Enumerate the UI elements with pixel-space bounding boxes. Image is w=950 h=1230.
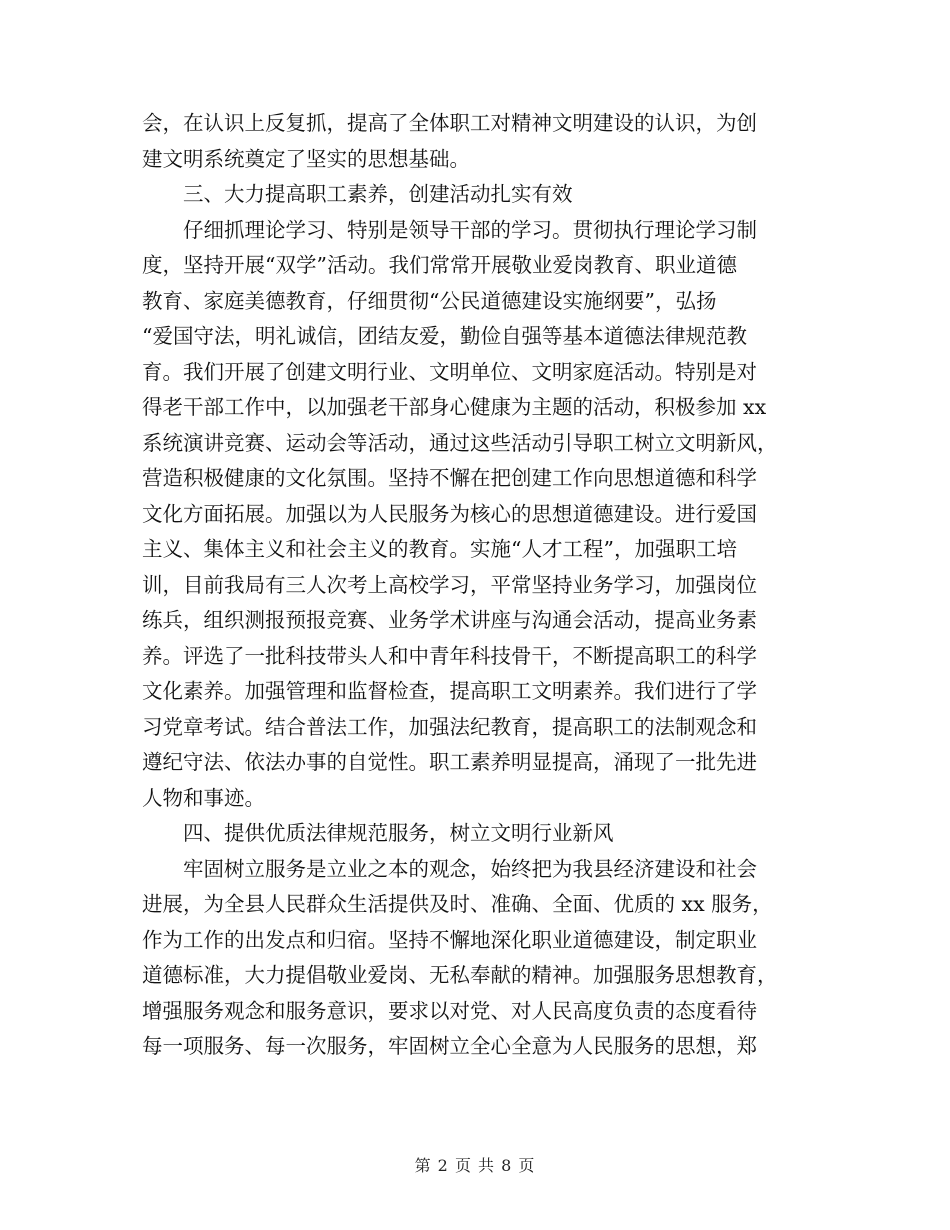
text-line: 育。我们开展了创建文明行业、文明单位、文明家庭活动。特别是对 [142,359,757,384]
text-line: 文化方面拓展。加强以为人民服务为核心的思想道德建设。进行爱国 [142,501,757,526]
text-line: “爱国守法，明礼诚信，团结友爱，勤俭自强等基本道德法律规范教 [142,324,747,348]
text-line: 牢固树立服务是立业之本的观念，始终把为我县经济建设和社会 [183,856,757,881]
text-line: 仔细抓理论学习、特别是领导干部的学习。贯彻执行理论学习制 [183,217,757,242]
text-line: 作为工作的出发点和归宿。坚持不懈地深化职业道德建设，制定职业 [142,927,757,952]
body-text [142,106,802,1065]
text-line: 度，坚持开展“双学”活动。我们常常开展敬业爱岗教育、职业道德 [142,253,737,277]
page-footer: 第 2 页 共 8 页 [414,1156,536,1175]
text-line: 人物和事迹。 [142,785,265,810]
text-line: 三、大力提高职工素养，创建活动扎实有效 [183,182,573,206]
text-line: 教育、家庭美德教育，仔细贯彻“公民道德建设实施纲要”，弘扬 [142,288,717,313]
text-line: 每一项服务、每一次服务，牢固树立全心全意为人民服务的思想，郑 [142,1034,757,1058]
text-line: 建文明系统奠定了坚实的思想基础。 [142,146,470,171]
text-line: 得老干部工作中，以加强老干部身心健康为主题的活动，积极参加 xx [142,395,767,419]
text-line: 增强服务观念和服务意识，要求以对党、对人民高度负责的态度看待 [142,998,757,1023]
text-line: 文化素养。加强管理和监督检查，提高职工文明素养。我们进行了学 [142,679,757,703]
text-line: 习党章考试。结合普法工作，加强法纪教育，提高职工的法制观念和 [142,714,757,739]
text-line: 主义、集体主义和社会主义的教育。实施“人才工程”，加强职工培 [142,537,737,561]
text-line: 遵纪守法、依法办事的自觉性。职工素养明显提高，涌现了一批先进 [142,750,757,774]
text-line: 道德标准，大力提倡敬业爱岗、无私奉献的精神。加强服务思想教育， [142,963,778,987]
text-line: 会，在认识上反复抓，提高了全体职工对精神文明建设的认识，为创 [142,111,757,135]
text-line: 练兵，组织测报预报竞赛、业务学术讲座与沟通会活动，提高业务素 [142,608,757,632]
text-line: 四、提供优质法律规范服务，树立文明行业新风 [183,821,614,845]
text-line: 进展，为全县人民群众生活提供及时、准确、全面、优质的 xx 服务， [142,892,773,916]
text-line: 养。评选了一批科技带头人和中青年科技骨干，不断提高职工的科学 [142,643,757,668]
text-line: 训，目前我局有三人次考上高校学习，平常坚持业务学习，加强岗位 [142,572,757,597]
text-line: 系统演讲竞赛、运动会等活动，通过这些活动引导职工树立文明新风， [142,430,778,455]
text-line: 营造积极健康的文化氛围。坚持不懈在把创建工作向思想道德和科学 [142,466,757,490]
